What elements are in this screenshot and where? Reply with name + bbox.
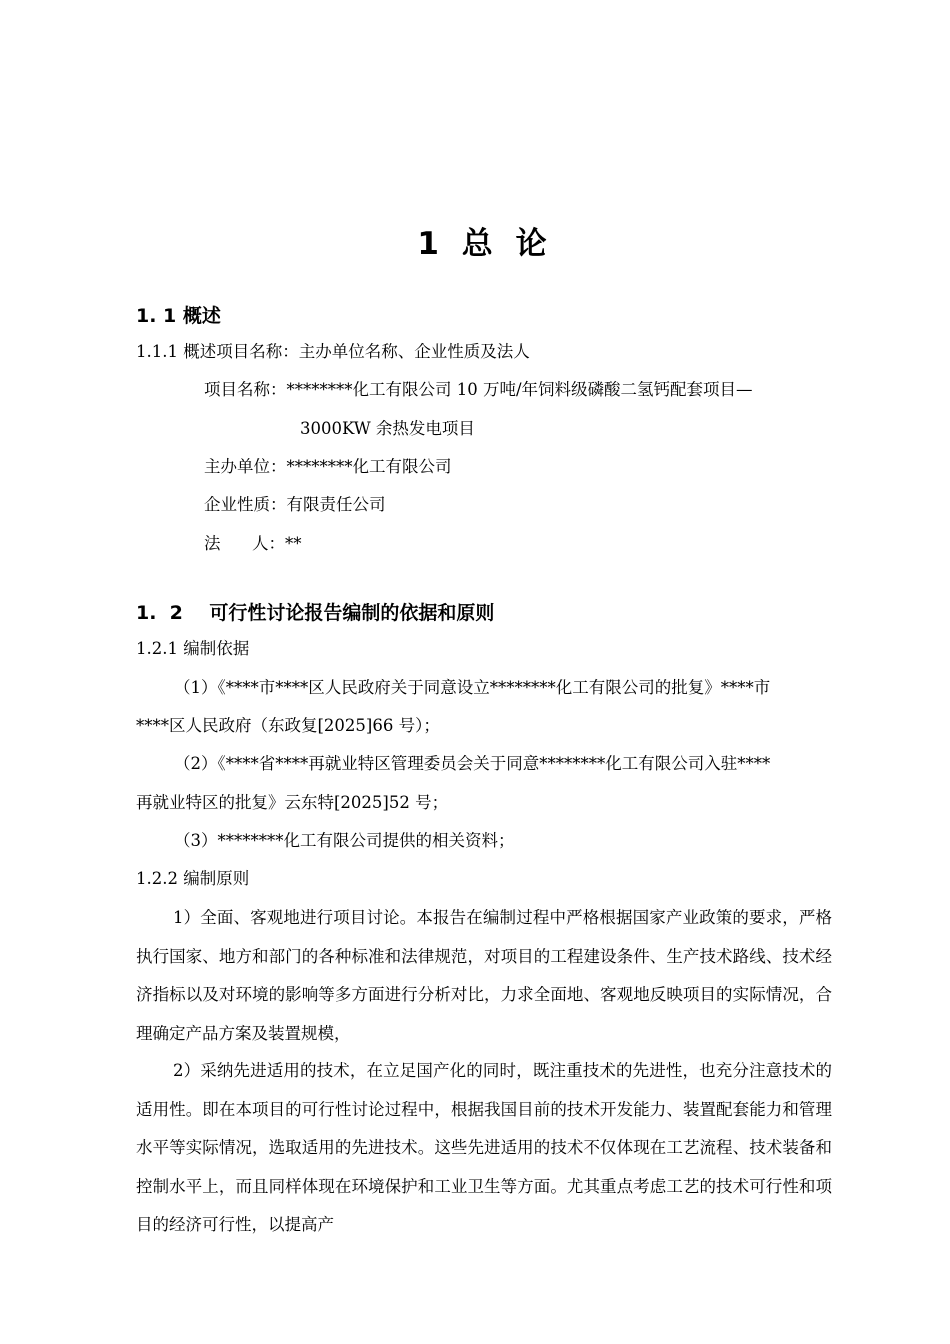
basis-item-1-line-2: ****区人民政府（东政复[2025]66 号）； <box>136 716 440 735</box>
project-name-line-2: 3000KW 余热发电项目 <box>300 419 475 438</box>
basis-item-3: （3）********化工有限公司提供的相关资料； <box>174 831 515 850</box>
subsection-1-2-2-title: 1.2.2 编制原则 <box>136 869 250 888</box>
section-1-1-heading: 1. 1 概述 <box>136 305 221 327</box>
chapter-title: 1 总 论 <box>417 226 553 262</box>
principle-paragraph-1: 1）全面、客观地进行项目讨论。本报告在编制过程中严格根据国家产业政策的要求，严格执行国家、地方和部门的各种标准和法律规范，对项目的工程建设条件、生产技术路线、技术经济指标以及对环境的影响等多方面进行分析对比，力求全面地、客观地反映项目的实际情况，合理确定产品方案及装置规模， <box>136 908 832 1043</box>
sponsor-line: 主办单位：********化工有限公司 <box>204 457 452 476</box>
basis-item-1-line-1: （1）《****市****区人民政府关于同意设立********化工有限公司的批复》****市 <box>174 678 771 697</box>
subsection-1-1-1-title: 1.1.1 概述项目名称：主办单位名称、企业性质及法人 <box>136 342 530 361</box>
subsection-1-2-1-title: 1.2.1 编制依据 <box>136 639 250 658</box>
project-name-line-1: 项目名称：********化工有限公司 10 万吨/年饲料级磷酸二氢钙配套项目— <box>204 380 753 399</box>
basis-item-2-line-1: （2）《****省****再就业特区管理委员会关于同意********化工有限公司入驻**** <box>174 754 771 773</box>
principle-paragraph-2: 2）采纳先进适用的技术，在立足国产化的同时，既注重技术的先进性，也充分注意技术的适用性。即在本项目的可行性讨论过程中，根据我国目前的技术开发能力、装置配套能力和管理水平等实际情况，选取适用的先进技术。这些先进适用的技术不仅体现在工艺流程、技术装备和控制水平上，而且同样体现在环境保护和工业卫生等方面。尤其重点考虑工艺的技术可行性和项目的经济可行性，以提高产 <box>136 1061 832 1234</box>
basis-item-2-line-2: 再就业特区的批复》云东特[2025]52 号； <box>136 793 449 812</box>
legal-person-line: 法 人：** <box>204 534 302 553</box>
section-1-2-heading: 1. 2 可行性讨论报告编制的依据和原则 <box>136 602 495 624</box>
enterprise-nature-line: 企业性质：有限责任公司 <box>204 495 386 514</box>
